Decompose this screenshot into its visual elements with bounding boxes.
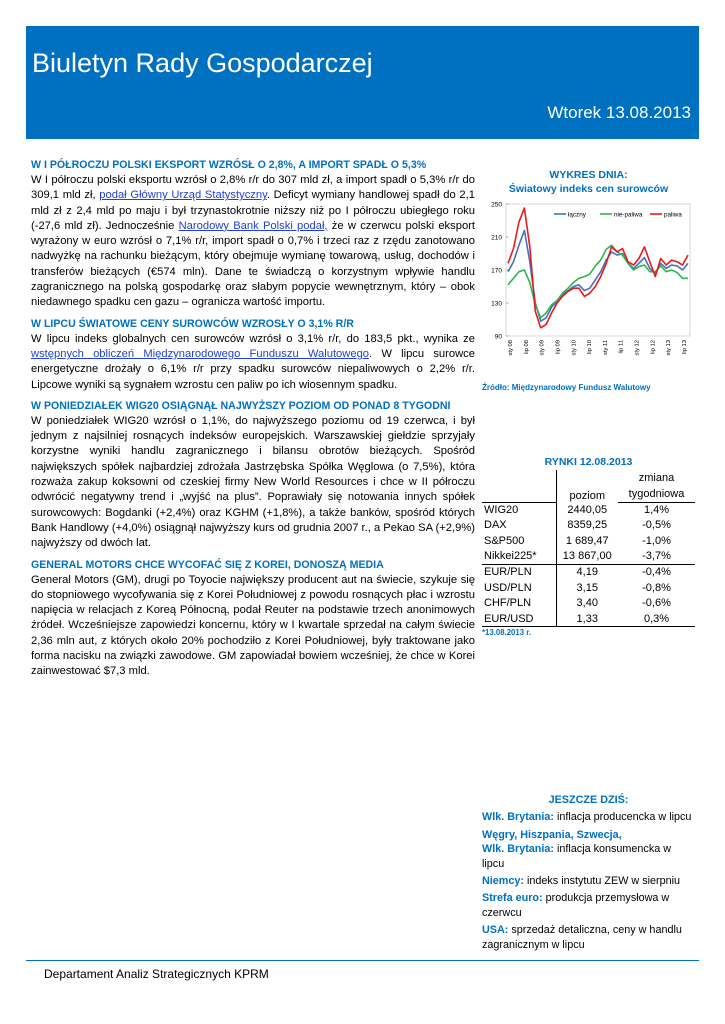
- x-tick-label: lip 09: [555, 340, 562, 354]
- chart-title-line1: WYKRES DNIA:: [549, 169, 628, 181]
- article-heading: W PONIEDZIAŁEK WIG20 OSIĄGNĄŁ NAJWYŻSZY POZIOM OD PONAD 8 TYGODNI: [31, 399, 451, 412]
- fx-group: [482, 564, 695, 626]
- x-tick-label: lip 13: [682, 340, 688, 354]
- market-row: [482, 518, 695, 534]
- market-name: USD/PLN: [484, 581, 532, 594]
- market-name: S&P500: [484, 534, 525, 547]
- col-zmiana-1: zmiana: [638, 472, 675, 484]
- market-name: EUR/USD: [482, 611, 556, 627]
- x-tick-label: lip 11: [618, 340, 625, 354]
- event-country: Węgry, Hiszpania, Szwecja,: [482, 828, 622, 841]
- x-tick-label: lip 12: [650, 340, 657, 354]
- market-row: [482, 611, 695, 627]
- y-tick-label: 130: [491, 300, 502, 308]
- bulletin-title: Biuletyn Rady Gospodarczej: [32, 48, 373, 78]
- article-text: . W lipcu surowce energetyczne drożały o 6,1% r/r przy spadku surowców niepaliwowych o 2,2% r/r. Lipcowe wyniki są sygnałem wzrostu cen paliw po ich wiosennym spadku.: [31, 347, 475, 391]
- event-item: [482, 828, 695, 871]
- x-tick-label: sty 12: [634, 340, 641, 356]
- x-tick-label: sty 10: [571, 340, 578, 356]
- article-text: . Deficyt wymiany handlowej spadł do 2,1 mld zł z 2,4 mld po maju i był trzynastokrotnie niższy niż po I półroczu ubiegłego roku (-27,6 mld zł). Jednocześnie: [31, 189, 475, 232]
- event-item: [482, 923, 695, 952]
- x-tick-label: sty 11: [602, 340, 609, 356]
- markets-note: *13.08.2013 r.: [482, 628, 531, 638]
- today-events: [482, 793, 695, 955]
- market-zmiana: -0,4%: [642, 566, 671, 579]
- header-banner: [26, 26, 699, 139]
- market-poziom: 8359,25: [556, 518, 618, 534]
- col-poziom: poziom: [556, 470, 618, 502]
- series-line-paliwa: [508, 208, 688, 328]
- y-tick-label: 210: [491, 234, 502, 242]
- market-zmiana: 1,4%: [643, 504, 670, 517]
- x-tick-label: sty 09: [539, 340, 546, 356]
- y-tick-label: 170: [491, 267, 502, 275]
- article-text: W poniedziałek WIG20 wzrósł o 1,1%, do najwyższego poziomu od 19 czerwca, i był jednym z najsilniej rosnących indeksów europejskich. Warszawskiej giełdzie sprzyjały korzystne wyniki handlu zagranicznego i bilansu obrotów bieżących. Spośród największych spółek najbardziej zdrożała Jastrzębska Spółka Węglowa (o 7,5%), która rozważa zakup koksowni od czeskiej firmy New World Resources i chce w II półroczu odwrócić negatywny trend i „wyjść na plus”. Poprawiały się notowania innych spółek surowcowych: Bogdanki (+2,4%) oraz KGHM (+1,8%), a także banków, spośród których Bank Handlowy (+4,0%) osiągnął najwyższy kurs od grudnia 2007 r., a Pekao SA (+2,9%) najwyższy od dwóch lat.: [31, 414, 476, 550]
- markets-panel: [482, 456, 695, 637]
- event-text: sprzedaż detaliczna, ceny w handlu zagranicznym w lipcu: [482, 924, 682, 951]
- markets-table: [482, 470, 695, 627]
- market-zmiana: 0,3%: [618, 611, 695, 627]
- event-country: Strefa euro:: [482, 892, 543, 905]
- event-item: [482, 810, 695, 824]
- event-country: Wlk. Brytania:: [482, 843, 554, 856]
- event-country: USA:: [482, 924, 509, 937]
- event-item: [482, 874, 695, 888]
- article-heading: W I PÓŁROCZU POLSKI EKSPORT WZRÓSŁ O 2,8%, A IMPORT SPADŁ O 5,3%: [31, 159, 427, 171]
- plot-area: [506, 204, 690, 336]
- event-text: indeks instytutu ZEW w sierpniu: [524, 875, 681, 888]
- market-poziom: 1 689,47: [556, 533, 618, 549]
- x-tick-label: sty 13: [666, 340, 673, 356]
- footer: [26, 960, 699, 983]
- event-text: inflacja producencka w lipcu: [554, 811, 692, 824]
- x-tick-label: sty 08: [508, 340, 514, 356]
- market-name: EUR/PLN: [484, 566, 532, 579]
- markets-header-row: [482, 470, 695, 486]
- footer-text: Departament Analiz Strategicznych KPRM: [44, 967, 269, 981]
- market-name: DAX: [484, 519, 507, 532]
- market-poziom: 3,40: [556, 596, 618, 612]
- article-heading: W LIPCU ŚWIATOWE CENY SUROWCÓW WZROSŁY O 3,1% R/R: [31, 317, 354, 330]
- article-text: General Motors (GM), drugi po Toyocie największy producent aut na świecie, szykuje się do stopniowego wycofywania się z Korei Południowej z powodu rosnących płac i wzrostu napięcia w relacjach z Koreą Północną, podał Reuter na podstawie trzech anonimowych źródeł. Wcześniejsze zapowiedzi koncernu, który w I kwartale sprzedał na całym świecie 2,36 mln aut, z których około 20% pochodziło z Korei Południowej, były traktowane jako forma nacisku na związki zawodowe. GM zapowiadał bowiem wcześniej, że chce w Korei zainwestować $7,3 mld.: [31, 573, 475, 678]
- event-item: [482, 891, 695, 920]
- event-country: Niemcy:: [482, 875, 525, 888]
- market-poziom: 4,19: [556, 564, 618, 580]
- market-poziom: 2440,05: [556, 502, 618, 518]
- event-text: inflacja konsumencka w lipcu: [482, 843, 672, 870]
- imf-link[interactable]: wstępnych obliczeń Międzynarodowego Funduszu Walutowego: [31, 347, 370, 360]
- chart-source: Źródło: Międzynarodowy Fundusz Walutowy: [482, 383, 651, 392]
- article-body: [31, 573, 475, 680]
- chart-of-the-day: [482, 168, 695, 392]
- market-zmiana: -0,5%: [642, 519, 671, 532]
- market-name: WIG20: [484, 504, 519, 517]
- market-zmiana: -3,7%: [618, 549, 695, 565]
- legend-label: paliwa: [664, 211, 682, 219]
- article-text: że w czerwcu polski eksport wyrażony w euro wzrósł o 7,1% r/r, import spadł o 0,7% i trzeci raz z rzędu zanotowano nadwyżkę na rachunku bieżącym, który obejmuje wymianę towarową, usług, dochodów i transferów bieżących (€574 mln). Dane te świadczą o korzystnym wpływie handlu zagranicznego na polską gospodarkę oraz słabym popycie wewnętrznym, który – obok niedawnego spadku cen gazu – ogranicza wartość importu.: [31, 219, 476, 309]
- article-body: [31, 173, 475, 311]
- indices-group: [482, 502, 695, 564]
- y-tick-label: 90: [494, 333, 502, 341]
- market-zmiana: -0,6%: [642, 597, 671, 610]
- col-zmiana-2: tygodniowa: [618, 486, 695, 502]
- event-country: Wlk. Brytania:: [482, 811, 554, 824]
- commodity-index-chart: [482, 196, 695, 376]
- today-events-title: JESZCZE DZIŚ:: [548, 794, 629, 806]
- legend-label: nie-paliwa: [614, 211, 643, 219]
- articles-column: [31, 158, 475, 686]
- market-name: Nikkei225*: [482, 549, 556, 565]
- market-poziom: 3,15: [556, 580, 618, 596]
- article-text: W lipcu indeks globalnych cen surowców wzrósł o 3,1% r/r, do 183,5 pkt., wynika ze: [31, 332, 475, 345]
- event-text: produkcja przemysłowa w czerwcu: [482, 892, 670, 919]
- markets-title: RYNKI 12.08.2013: [544, 456, 633, 468]
- market-row: [482, 502, 695, 518]
- bulletin-date: Wtorek 13.08.2013: [547, 103, 691, 122]
- market-zmiana: -0,8%: [642, 581, 671, 594]
- market-row: [482, 596, 695, 612]
- nbp-link[interactable]: Narodowy Bank Polski podał,: [178, 219, 328, 232]
- article-text: W I półroczu polski eksportu wzrósł o 2,8% r/r do 307 mld zł, a import spadł o 5,3% r/r do 309,1 mld zł,: [31, 174, 475, 202]
- article-heading: GENERAL MOTORS CHCE WYCOFAĆ SIĘ Z KOREI, DONOSZĄ MEDIA: [31, 558, 384, 571]
- market-poziom: 1,33: [556, 611, 618, 627]
- market-row: [482, 580, 695, 596]
- article-body: [31, 414, 475, 552]
- market-zmiana: -1,0%: [642, 534, 671, 547]
- market-name: CHF/PLN: [484, 597, 532, 610]
- market-row: [482, 564, 695, 580]
- y-tick-label: 250: [491, 201, 502, 209]
- x-tick-label: lip 10: [587, 340, 594, 354]
- x-tick-label: lip 08: [523, 340, 530, 354]
- legend-label: łączny: [568, 211, 586, 219]
- market-row: [482, 533, 695, 549]
- article-body: [31, 332, 475, 393]
- chart-title-line2: Światowy indeks cen surowców: [508, 183, 669, 195]
- market-row: [482, 549, 695, 565]
- market-poziom: 13 867,00: [556, 549, 618, 565]
- gus-link[interactable]: podał Główny Urząd Statystyczny: [99, 189, 267, 202]
